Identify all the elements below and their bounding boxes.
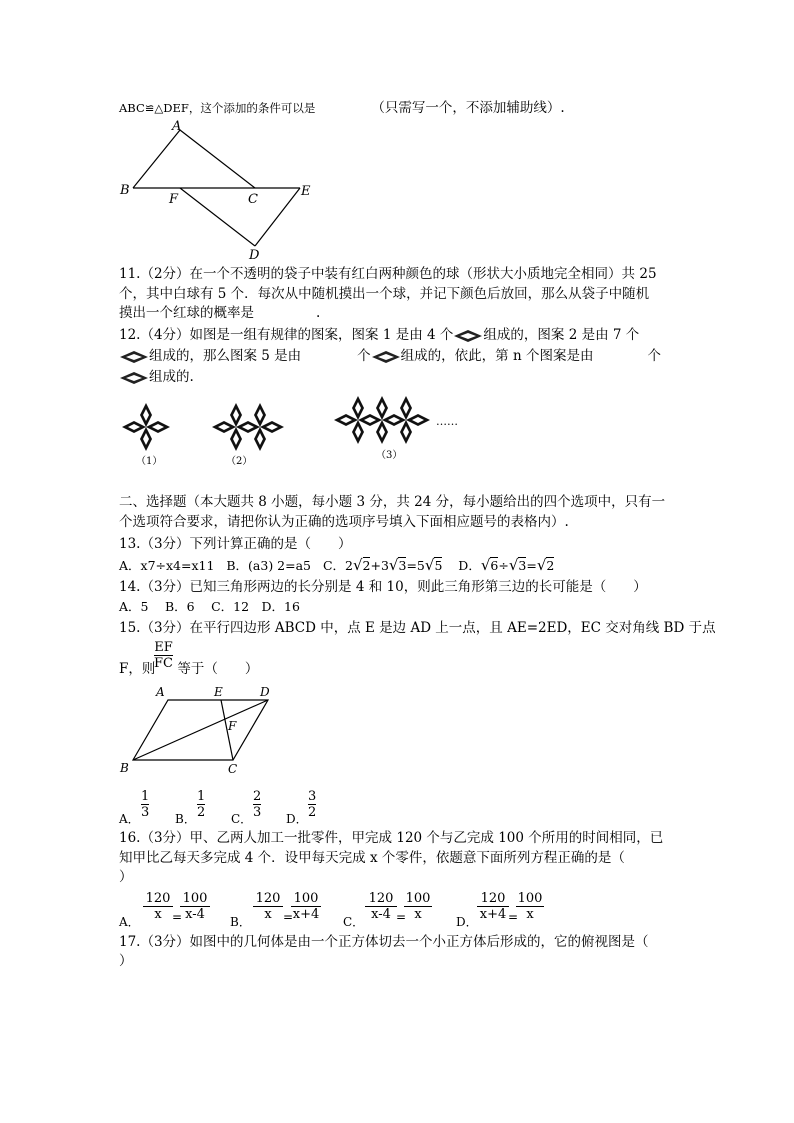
pattern-2-caption: （2） — [226, 456, 253, 467]
q10-label-e: E — [301, 184, 311, 199]
q15-choice-b-letter[interactable]: B． — [175, 812, 196, 826]
q10-tail: （只需写一个，不添加辅助线）. — [371, 100, 565, 116]
q16-b-eq: = — [283, 910, 294, 924]
q10-label-f: F — [169, 192, 179, 207]
q16-d-n2: 100 — [517, 891, 543, 906]
q15-pre: F，则 — [119, 661, 156, 677]
section2-line-1: 二、选择题（本大题共 8 小题，每小题 3 分，共 24 分，每小题给出的四个选项中，只有一 — [119, 494, 666, 510]
q12-patterns — [118, 392, 478, 472]
q17-line-1: 17.（3分）如图中的几何体是由一个正方体切去一个小正方体后形成的，它的俯视图是（ — [119, 934, 649, 950]
q12-text-1a: 12.（4分）如图是一组有规律的图案，图案 1 是由 4 个 — [119, 327, 454, 343]
q12-line-3 — [119, 368, 194, 386]
q16-choice-d-frac-2[interactable] — [516, 891, 544, 922]
q16-d-n1: 120 — [477, 891, 509, 907]
q15-choice-d-letter[interactable]: D． — [286, 812, 308, 826]
q15-choice-a-letter[interactable]: A． — [119, 812, 140, 826]
q13-c-radicand-1: 2 — [362, 558, 371, 573]
q16-d-d2: x — [526, 907, 534, 922]
sqrt-sign: √ — [388, 556, 399, 574]
q13-c-prefix: C．2 — [322, 558, 353, 573]
q16-a-d1: x — [154, 907, 162, 922]
q10-label-b: B — [120, 183, 130, 198]
pattern-1 — [122, 403, 170, 451]
q12-line-2 — [119, 347, 661, 365]
q16-choice-c-letter[interactable]: C． — [343, 915, 365, 929]
q15-label-a: A — [156, 685, 165, 699]
q13-d-radicand-1: 6 — [490, 558, 499, 573]
q16-choice-b-frac-2[interactable] — [291, 891, 321, 922]
q16-choice-a-frac-1[interactable] — [143, 891, 173, 922]
q15-choice-a-num: 1 — [141, 789, 150, 804]
q16-c-d1: x-4 — [371, 907, 391, 922]
q16-a-n1: 120 — [143, 891, 173, 907]
q15-choice-c-den: 3 — [253, 805, 262, 820]
q12-line-1 — [119, 326, 639, 344]
q15-line-1: 15.（3分）在平行四边形 ABCD 中，点 E 是边 AD 上一点，且 AE=2ED，EC 交对角线 BD 于点 — [119, 620, 716, 636]
q10-line — [119, 99, 565, 117]
q12-text-2c: 组成的，依此，第 n 个图案是由 — [400, 348, 594, 364]
q15-choice-d-num: 3 — [308, 789, 317, 804]
q10-text: ABC≌△DEF，这个添加的条件可以是 — [119, 101, 316, 115]
rhombus-icon — [453, 329, 483, 343]
q15-figure — [118, 684, 288, 779]
q15-fraction-den: FC — [154, 656, 173, 671]
q13-option-c[interactable] — [323, 558, 442, 573]
q13-c-eq: =5 — [406, 558, 425, 573]
q11-end: . — [316, 305, 321, 321]
sqrt-sign: √ — [424, 556, 435, 574]
q16-a-n2: 100 — [180, 891, 210, 907]
q15-post: 等于（ ） — [177, 661, 259, 677]
q13-d-mid: ÷ — [498, 558, 509, 573]
q16-d-d1: x+4 — [479, 907, 507, 922]
q16-d-eq: = — [508, 910, 519, 924]
rhombus-icon — [371, 350, 401, 364]
q16-choice-b-frac-1[interactable] — [253, 891, 283, 922]
q13-option-a[interactable]: A．x7÷x4=x11 — [119, 558, 215, 573]
q10-label-c: C — [248, 192, 258, 207]
q12-text-3: 组成的. — [149, 369, 194, 385]
q13-d-radicand-2: 3 — [518, 558, 527, 573]
q16-b-d2: x+4 — [292, 907, 320, 922]
q11-line-2: 个，其中白球有 5 个．每次从中随机摸出一个球，并记下颜色后放回，那么从袋子中随机 — [119, 286, 650, 302]
q16-c-eq: = — [396, 910, 407, 924]
q16-a-d2: x-4 — [185, 907, 205, 922]
q13-option-d[interactable] — [458, 558, 554, 573]
q10-label-d: D — [249, 248, 260, 263]
q11-line-3 — [119, 304, 320, 322]
q15-label-c: C — [228, 762, 238, 776]
q15-choice-b-fraction[interactable] — [197, 789, 205, 820]
q13-c-mid: +3 — [370, 558, 389, 573]
q13-option-b[interactable]: B．(a3) 2=a5 — [226, 558, 312, 573]
q12-text-1b: 组成的，图案 2 是由 7 个 — [483, 327, 640, 343]
q16-b-d1: x — [264, 907, 272, 922]
section2-line-2: 个选项符合要求，请把你认为正确的选项序号填入下面相应题号的表格内）. — [119, 514, 569, 530]
q17-line-2: ） — [119, 953, 133, 969]
q16-b-n1: 120 — [253, 891, 283, 907]
q16-line-1: 16.（3分）甲、乙两人加工一批零件，甲完成 120 个与乙完成 100 个所用的时间相同，已 — [119, 830, 664, 846]
q16-c-d2: x — [414, 907, 422, 922]
q15-label-d: D — [260, 685, 270, 699]
q16-c-n1: 120 — [365, 891, 397, 907]
q13-d-eq: = — [526, 558, 537, 573]
q16-a-eq: = — [172, 910, 183, 924]
q16-choice-d-frac-1[interactable] — [477, 891, 509, 922]
sqrt-sign: √ — [352, 556, 363, 574]
q16-choice-d-letter[interactable]: D． — [456, 915, 478, 929]
pattern-ellipsis: …… — [436, 415, 458, 428]
q13-d-radicand-3: 2 — [546, 558, 555, 573]
q16-choice-c-frac-1[interactable] — [365, 891, 397, 922]
q13-c-radicand-3: 5 — [434, 558, 443, 573]
q15-choice-a-den: 3 — [141, 805, 150, 820]
sqrt-sign: √ — [480, 556, 491, 574]
q15-choice-d-den: 2 — [308, 805, 317, 820]
pattern-2 — [212, 403, 284, 451]
q16-b-n2: 100 — [291, 891, 321, 907]
q10-label-a: A — [172, 119, 182, 134]
sqrt-sign: √ — [536, 556, 547, 574]
q16-choice-a-letter[interactable]: A． — [119, 915, 140, 929]
q15-fraction-num: EF — [154, 640, 173, 655]
q15-label-f: F — [228, 719, 237, 733]
q15-label-b: B — [120, 761, 129, 775]
q16-choice-b-letter[interactable]: B． — [230, 915, 251, 929]
rhombus-icon — [119, 371, 149, 385]
pattern-3 — [334, 396, 430, 444]
q16-choice-a-frac-2[interactable] — [180, 891, 210, 922]
q13-options — [119, 556, 554, 575]
rhombus-icon — [119, 350, 149, 364]
q11-line-1: 11.（2分）在一个不透明的袋子中装有红白两种颜色的球（形状大小质地完全相同）共 25 — [119, 266, 657, 282]
q15-label-e: E — [214, 685, 223, 699]
q15-line-2 — [119, 660, 258, 678]
q15-choice-b-num: 1 — [197, 789, 206, 804]
q15-choice-a-fraction[interactable] — [141, 789, 149, 820]
q15-choice-c-fraction[interactable] — [253, 789, 261, 820]
q14-options[interactable]: A．5 B．6 C．12 D．16 — [119, 599, 300, 614]
q15-choice-c-letter[interactable]: C． — [231, 812, 253, 826]
q15-choice-c-num: 2 — [253, 789, 262, 804]
q14-stem: 14.（3分）已知三角形两边的长分别是 4 和 10，则此三角形第三边的长可能是（ ） — [119, 579, 647, 595]
q16-line-2: 知甲比乙每天多完成 4 个．设甲每天完成 x 个零件，依题意下面所列方程正确的是（ — [119, 850, 625, 866]
q15-choice-b-den: 2 — [197, 805, 206, 820]
q13-d-prefix: D． — [458, 558, 481, 573]
pattern-3-caption: （3） — [376, 450, 403, 461]
q12-text-2a: 组成的，那么图案 5 是由 — [149, 348, 302, 364]
q13-c-radicand-2: 3 — [398, 558, 407, 573]
q12-text-2b: 个 — [357, 348, 371, 364]
q16-choice-c-frac-2[interactable] — [404, 891, 432, 922]
q10-figure — [115, 118, 315, 263]
q11-text: 摸出一个红球的概率是 — [119, 305, 254, 321]
sqrt-sign: √ — [508, 556, 519, 574]
q16-c-n2: 100 — [405, 891, 431, 906]
q16-line-3: ） — [119, 869, 133, 885]
q13-stem: 13.（3分）下列计算正确的是（ ） — [119, 536, 352, 552]
pattern-1-caption: （1） — [136, 456, 163, 467]
q15-choice-d-fraction[interactable] — [308, 789, 316, 820]
q12-text-2d: 个 — [647, 348, 661, 364]
